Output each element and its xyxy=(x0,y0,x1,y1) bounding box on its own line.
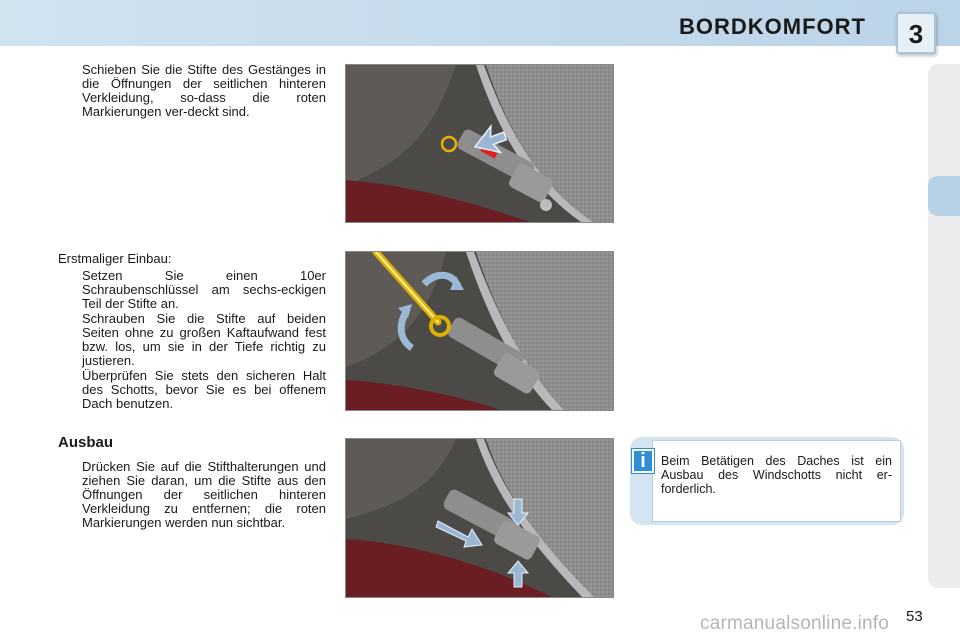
side-rail-active-marker xyxy=(928,176,960,216)
illustration-remove-pins xyxy=(345,438,614,598)
watermark: carmanualsonline.info xyxy=(700,613,890,634)
page-number: 53 xyxy=(906,608,923,625)
list-item: Setzen Sie einen 10er Schraubenschlüssel am sechs-eckigen Teil der Stifte an. xyxy=(82,268,326,311)
section3-text xyxy=(58,436,326,531)
chapter-tab xyxy=(896,12,936,54)
section-heading: Ausbau xyxy=(58,434,114,451)
section2-intro: Erstmaliger Einbau: xyxy=(58,251,172,266)
info-text: Beim Betätigen des Daches ist ein Ausbau des Windschotts nicht er-forderlich. xyxy=(652,440,901,522)
section1-text xyxy=(58,63,326,120)
illustration-insert-pins xyxy=(345,64,614,223)
list-item: Drücken Sie auf die Stifthalterungen und ziehen Sie daran, um die Stifte aus den Öffnungen der seitlichen hinteren Verkleidung zu entfernen; die roten Markierungen werden nun sichtbar. xyxy=(82,459,326,530)
illustration-wrench-adjust xyxy=(345,251,614,411)
side-rail xyxy=(928,64,960,588)
chapter-number: 3 xyxy=(908,19,924,49)
list-item: Überprüfen Sie stets den sicheren Halt des Schotts, bevor Sie es bei offenem Dach benutzen. xyxy=(82,368,326,411)
page-title: BORDKOMFORT xyxy=(679,14,866,39)
list-item: Schieben Sie die Stifte des Gestänges in die Öffnungen der seitlichen hinteren Verkleidung, so-dass die roten Markierungen ver-deckt sind. xyxy=(82,62,326,119)
list-item: Schrauben Sie die Stifte auf beiden Seiten ohne zu großen Kaftaufwand fest bzw. los, um sie in der Tiefe richtig zu justieren. xyxy=(82,311,326,368)
section2-text xyxy=(58,252,326,412)
info-box xyxy=(630,437,904,525)
info-icon: i xyxy=(632,449,654,473)
